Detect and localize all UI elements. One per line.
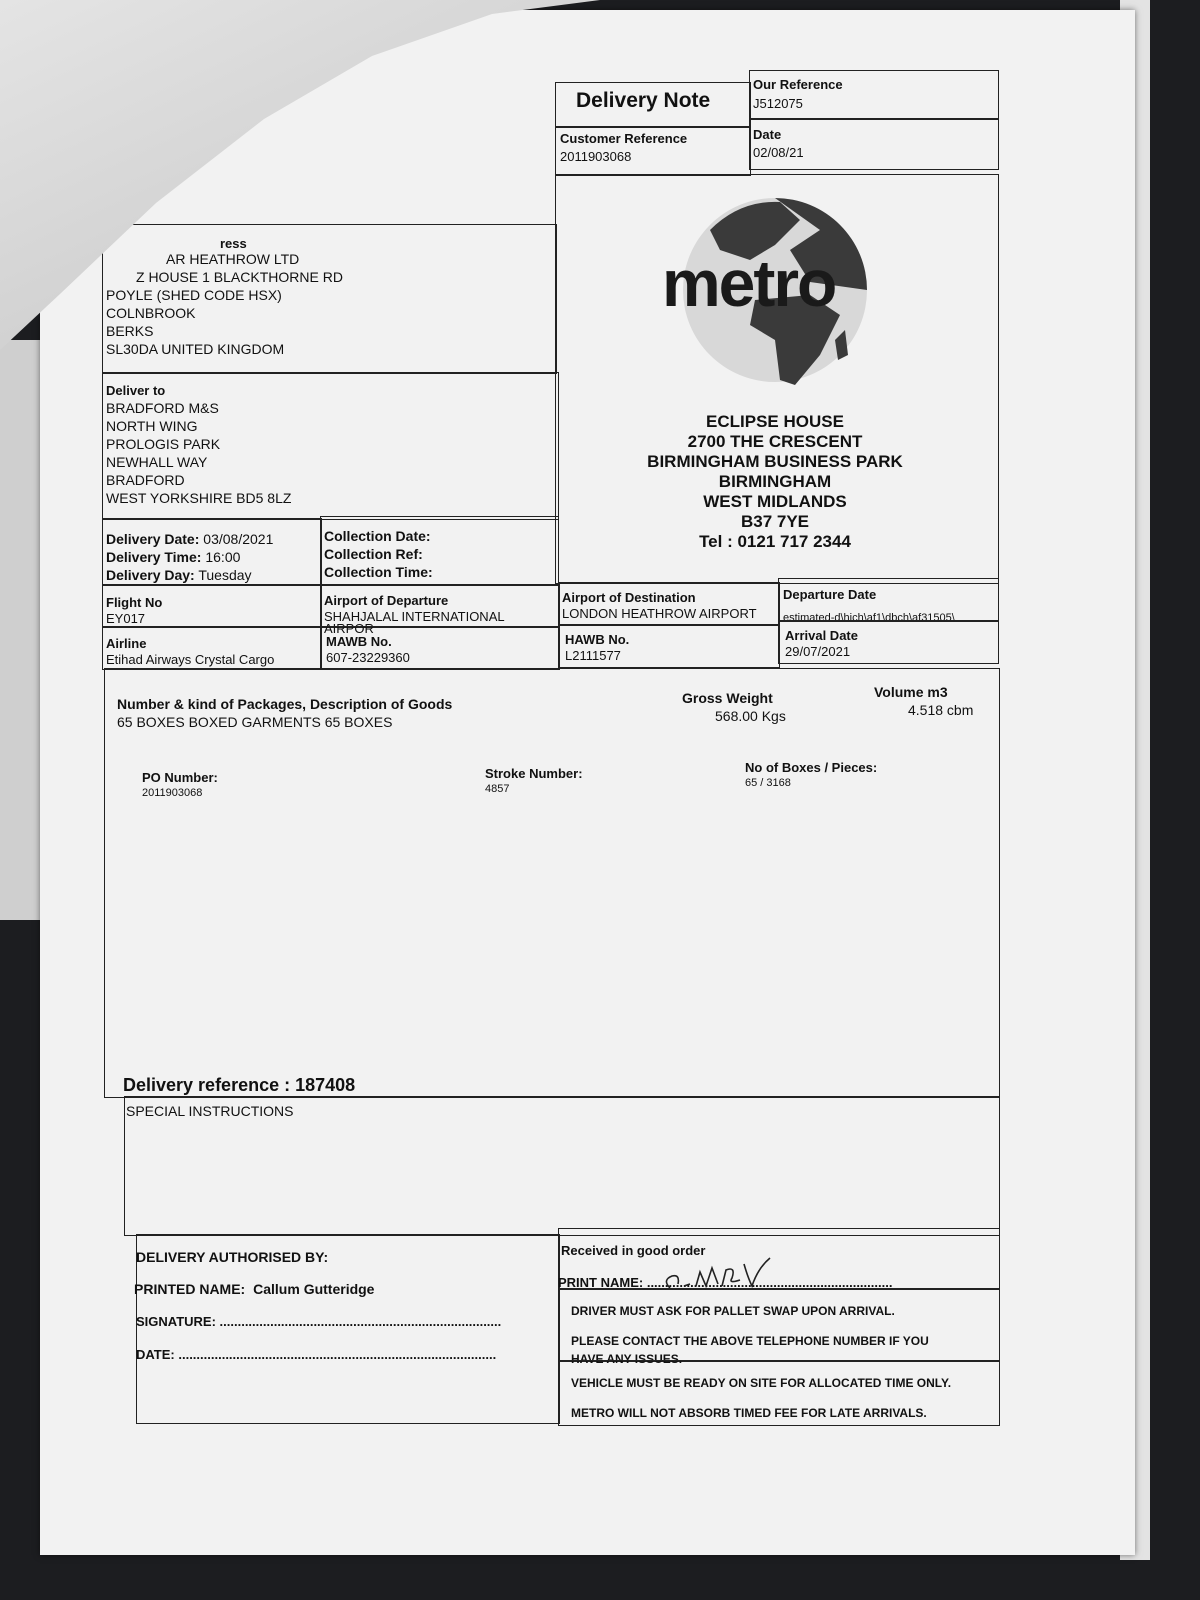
company-address-line: 2700 THE CRESCENT (687, 432, 863, 451)
company-address-line: WEST MIDLANDS (703, 492, 847, 511)
arrival-date-label: Arrival Date (785, 628, 858, 643)
volume-label: Volume m3 (874, 684, 948, 700)
packages-label: Number & kind of Packages, Description of Goods (117, 696, 453, 712)
gross-weight-value: 568.00 Kgs (715, 708, 786, 724)
delivery-day-label: Delivery Day: (106, 567, 195, 583)
deliver-to-lines (106, 399, 291, 507)
volume-value: 4.518 cbm (908, 702, 974, 718)
stroke-number-value: 4857 (485, 783, 510, 795)
destination-airport-value: LONDON HEATHROW AIRPORT (562, 606, 757, 621)
delivery-reference: Delivery reference : 187408 (123, 1075, 356, 1095)
deliver-to-line: NEWHALL WAY (106, 454, 208, 470)
date-label: Date (753, 127, 782, 142)
company-address-line: BIRMINGHAM BUSINESS PARK (647, 452, 903, 471)
collection-date-label: Collection Date: (324, 528, 431, 544)
collection-address-line: SL30DA UNITED KINGDOM (106, 341, 285, 357)
company-address (600, 412, 950, 552)
packages-value: 65 BOXES BOXED GARMENTS 65 BOXES (117, 714, 393, 730)
our-reference-label: Our Reference (753, 77, 843, 92)
signature-line: SIGNATURE: .............................................................................. (136, 1314, 502, 1329)
printed-name-value: Callum Gutteridge (253, 1281, 375, 1297)
delivery-day-value: Tuesday (198, 567, 252, 583)
collection-ref-label: Collection Ref: (324, 546, 423, 562)
notice-pallet-swap: DRIVER MUST ASK FOR PALLET SWAP UPON ARRIVAL. (571, 1304, 895, 1318)
delivery-day-row (106, 566, 252, 584)
printed-name-label: PRINTED NAME: (134, 1281, 246, 1297)
customer-reference-label: Customer Reference (560, 131, 688, 146)
delivery-time-row (106, 548, 240, 566)
collection-address-line: COLNBROOK (106, 305, 196, 321)
departure-airport-overflow: AIRPOR (324, 621, 374, 636)
arrival-date-value: 29/07/2021 (785, 644, 851, 659)
metro-logo-text: metro (662, 246, 836, 320)
airline-label: Airline (106, 636, 147, 651)
deliver-to-line: NORTH WING (106, 418, 198, 434)
departure-airport-value: SHAHJALAL INTERNATIONAL (324, 609, 505, 624)
mawb-label: MAWB No. (326, 634, 392, 649)
notice-contact-line1: PLEASE CONTACT THE ABOVE TELEPHONE NUMBER IF YOU (571, 1334, 929, 1348)
company-address-line: ECLIPSE HOUSE (706, 412, 844, 431)
company-telephone: Tel : 0121 717 2344 (699, 532, 851, 551)
gross-weight-label: Gross Weight (682, 690, 773, 706)
document-title: Delivery Note (576, 89, 711, 112)
deliver-to-line: WEST YORKSHIRE BD5 8LZ (106, 490, 292, 506)
departure-airport-label: Airport of Departure (324, 593, 449, 608)
delivery-date-row (106, 530, 273, 548)
delivery-note-sheet (40, 10, 1135, 1555)
date-value: 02/08/21 (753, 145, 804, 160)
delivery-date-value: 03/08/2021 (203, 531, 274, 547)
delivery-authorised-by: DELIVERY AUTHORISED BY: (136, 1249, 329, 1265)
notice-contact-line2: HAVE ANY ISSUES. (571, 1352, 683, 1366)
mawb-value: 607-23229360 (326, 650, 410, 665)
notice-timed-fee: METRO WILL NOT ABSORB TIMED FEE FOR LATE ARRIVALS. (571, 1406, 927, 1420)
date-box (749, 118, 999, 170)
date-line: DATE: ........................................................................................ (136, 1347, 497, 1362)
departure-date-value: estimated-d\hich\af1\dbch\af31505\ (783, 612, 955, 624)
delivery-date-label: Delivery Date: (106, 531, 200, 547)
flight-no-label: Flight No (106, 595, 163, 610)
goods-box (104, 668, 1000, 1098)
delivery-time-value: 16:00 (205, 549, 241, 565)
stroke-number-label: Stroke Number: (485, 766, 583, 781)
hawb-label: HAWB No. (565, 632, 630, 647)
company-address-line: B37 7YE (740, 512, 810, 531)
notice-vehicle-ready: VEHICLE MUST BE READY ON SITE FOR ALLOCATED TIME ONLY. (571, 1376, 952, 1390)
airline-value: Etihad Airways Crystal Cargo (106, 652, 275, 667)
company-address-line: BIRMINGHAM (718, 472, 832, 491)
special-instructions-label: SPECIAL INSTRUCTIONS (126, 1103, 294, 1119)
printed-name-row (134, 1280, 374, 1298)
received-in-good-order: Received in good order (561, 1243, 706, 1258)
departure-date-label: Departure Date (783, 587, 877, 602)
collection-address-lines (106, 250, 343, 358)
collection-address-line: Z HOUSE 1 BLACKTHORNE RD (136, 269, 343, 285)
deliver-to-line: BRADFORD (106, 472, 185, 488)
po-number-label: PO Number: (142, 770, 218, 785)
hawb-value: L2111577 (565, 648, 621, 663)
collection-address-line: POYLE (SHED CODE HSX) (106, 287, 282, 303)
delivery-time-label: Delivery Time: (106, 549, 202, 565)
customer-reference-value: 2011903068 (560, 149, 632, 164)
deliver-to-line: PROLOGIS PARK (106, 436, 221, 452)
po-number-value: 2011903068 (142, 787, 203, 799)
deliver-to-line: BRADFORD M&S (106, 400, 219, 416)
destination-airport-label: Airport of Destination (562, 590, 696, 605)
boxes-pieces-value: 65 / 3168 (745, 777, 791, 789)
collection-time-label: Collection Time: (324, 564, 433, 580)
collection-address-line: AR HEATHROW LTD (166, 251, 300, 267)
print-name-line: PRINT NAME: .................................................................... (558, 1275, 893, 1290)
deliver-to-label: Deliver to (106, 383, 166, 398)
flight-no-value: EY017 (106, 611, 146, 626)
boxes-pieces-label: No of Boxes / Pieces: (745, 760, 878, 775)
our-reference-value: J512075 (753, 96, 803, 111)
collection-address-line: BERKS (106, 323, 154, 339)
collection-address-label: ress (220, 236, 247, 251)
